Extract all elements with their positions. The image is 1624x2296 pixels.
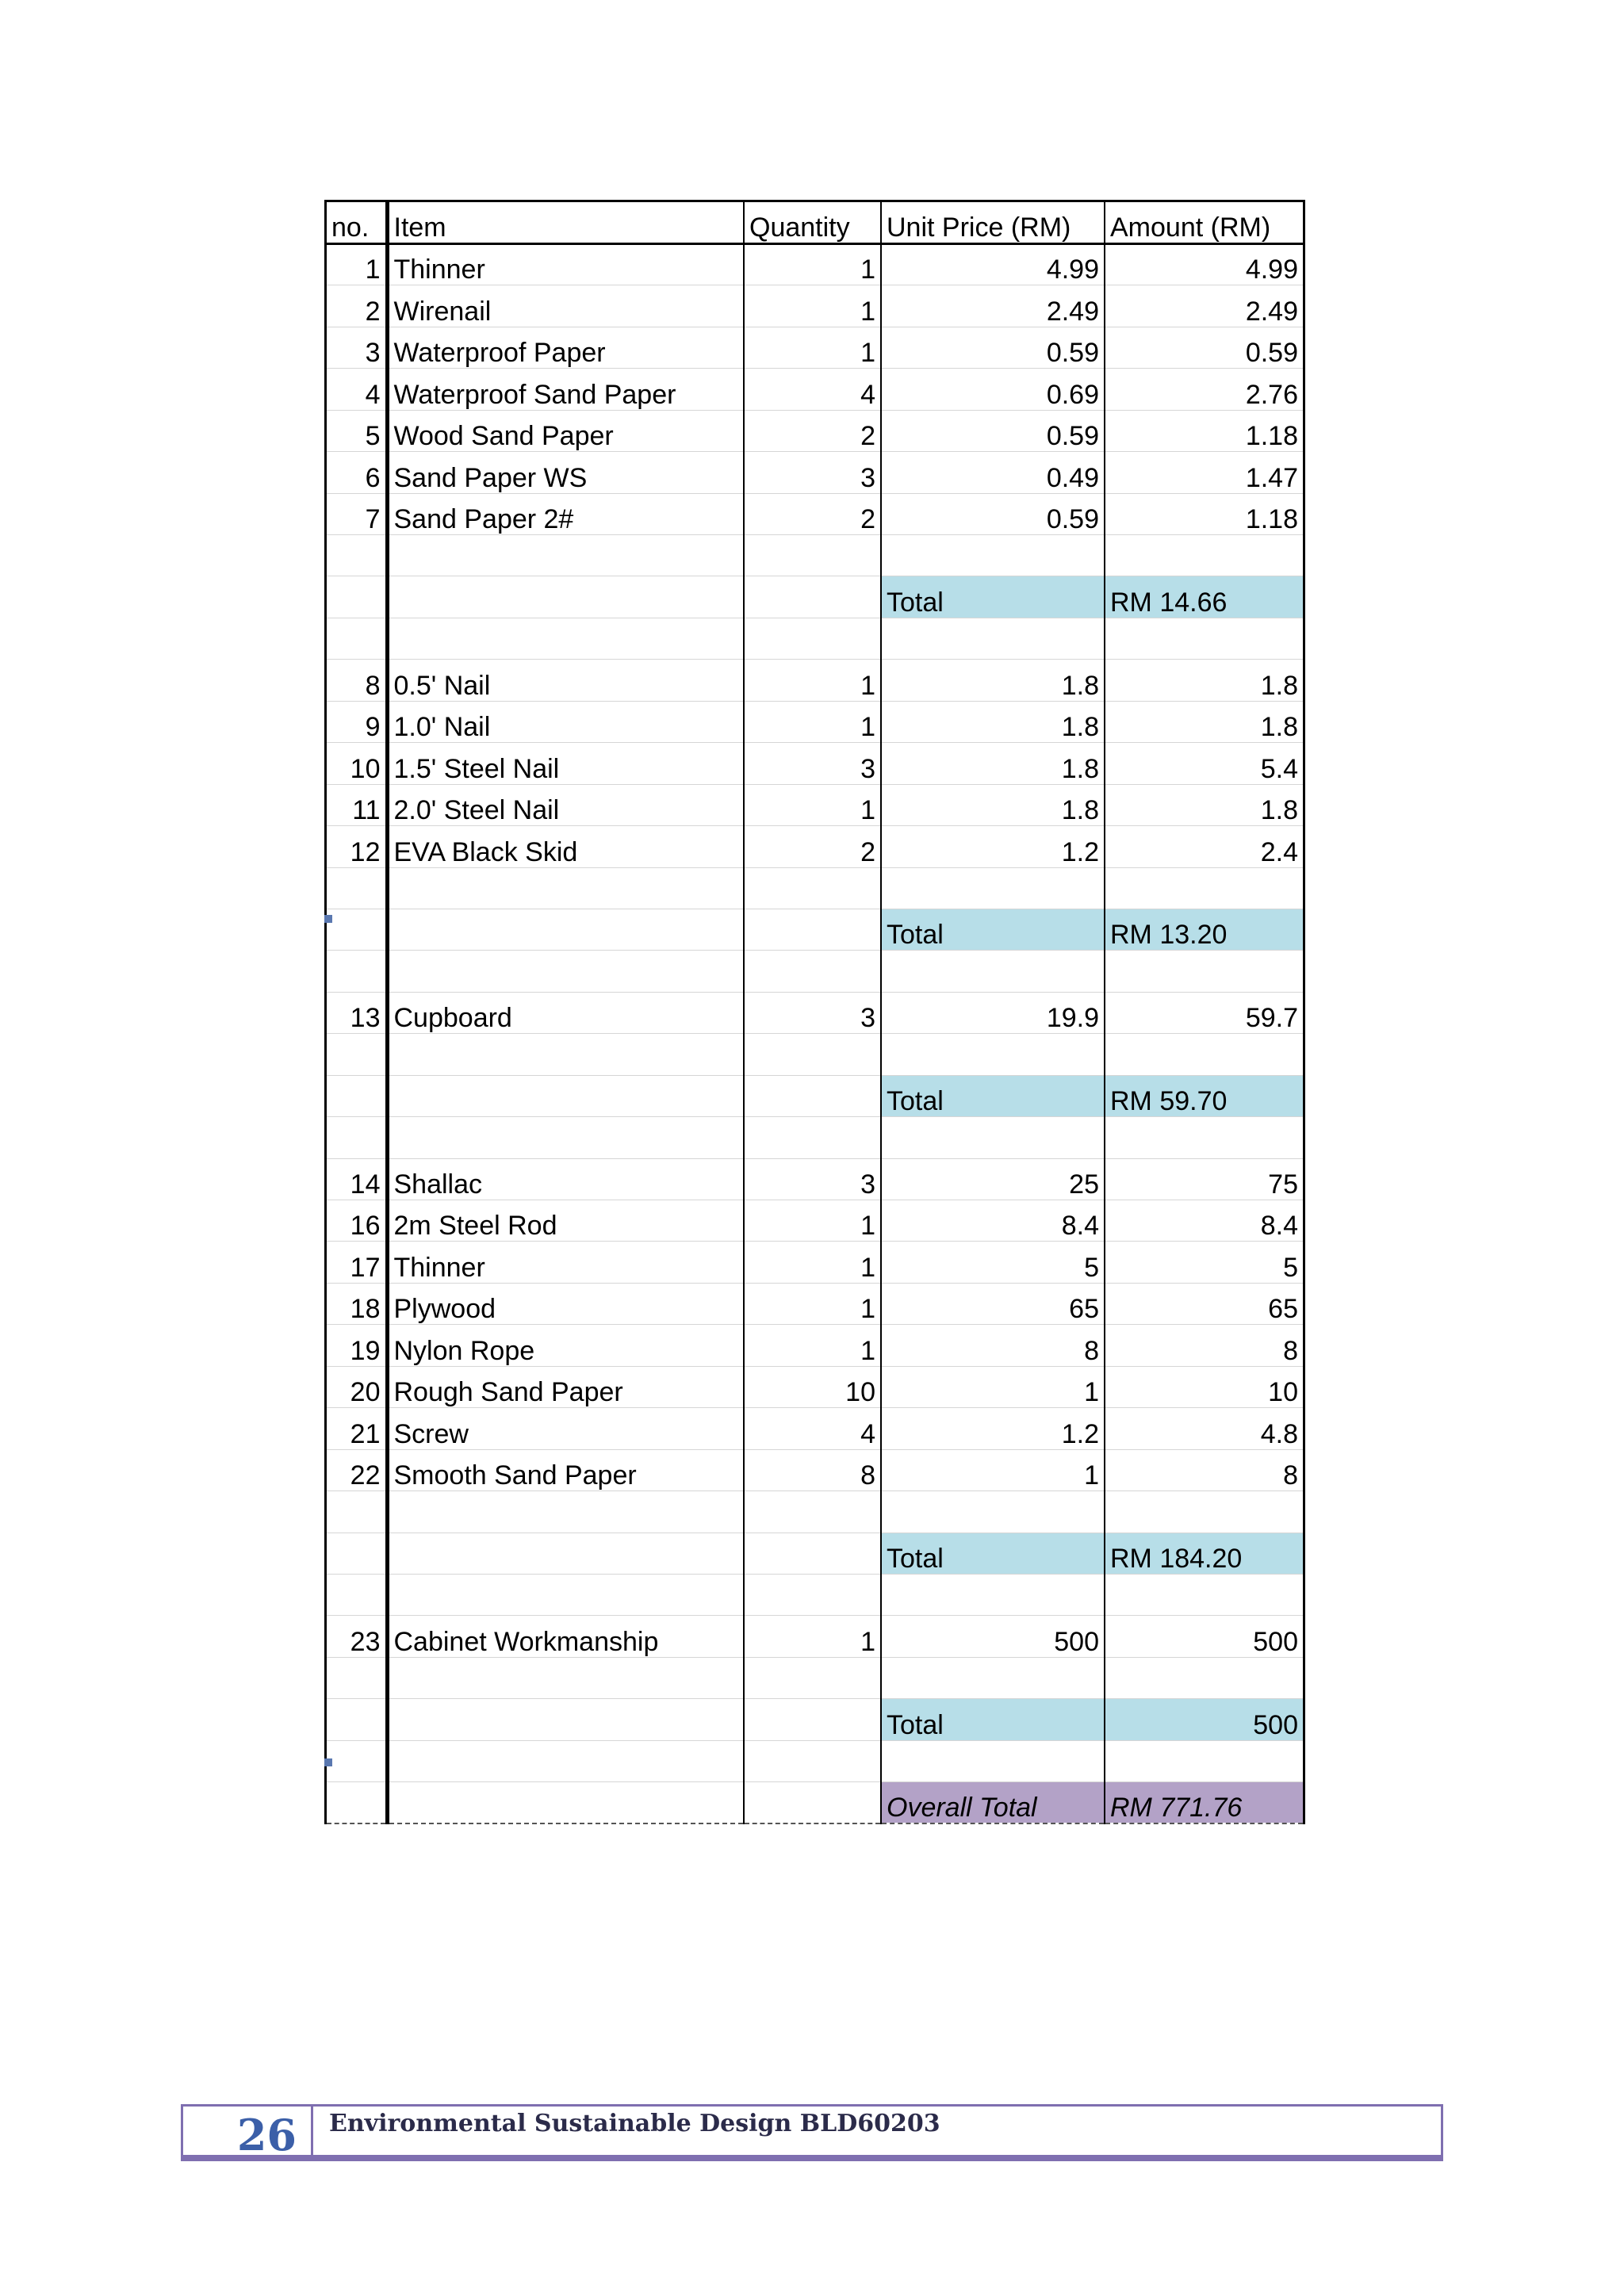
blank-cell [327, 576, 387, 618]
row-item: 2m Steel Rod [387, 1200, 744, 1242]
row-no: 11 [327, 784, 387, 825]
row-item: Waterproof Paper [387, 327, 744, 368]
blank-cell [327, 1574, 387, 1615]
row-quantity: 2 [744, 410, 881, 451]
blank-row [327, 867, 1303, 909]
blank-cell [327, 535, 387, 576]
row-quantity: 1 [744, 243, 881, 285]
blank-cell [387, 1574, 744, 1615]
row-item: Sand Paper WS [387, 452, 744, 493]
blank-cell [1105, 867, 1303, 909]
table-row [327, 1242, 1303, 1283]
overall-total-row [327, 1782, 1303, 1823]
subtotal-amount: RM 59.70 [1105, 1075, 1303, 1116]
blank-cell [881, 535, 1105, 576]
table-row [327, 1283, 1303, 1324]
row-amount: 59.7 [1105, 992, 1303, 1033]
blank-cell [881, 1117, 1105, 1158]
subtotal-label: Total [881, 576, 1105, 618]
row-item: EVA Black Skid [387, 826, 744, 867]
row-unit-price: 0.59 [881, 327, 1105, 368]
row-unit-price: 4.99 [881, 243, 1105, 285]
row-quantity: 8 [744, 1449, 881, 1490]
row-amount: 500 [1105, 1616, 1303, 1657]
table-row [327, 1325, 1303, 1366]
blank-cell [387, 618, 744, 659]
blank-cell [327, 1657, 387, 1698]
blank-cell [881, 1574, 1105, 1615]
row-amount: 5.4 [1105, 743, 1303, 784]
row-item: Thinner [387, 243, 744, 285]
subtotal-label: Total [881, 909, 1105, 950]
blank-cell [387, 1075, 744, 1116]
row-quantity: 4 [744, 1408, 881, 1449]
row-amount: 4.99 [1105, 243, 1303, 285]
blank-cell [327, 909, 387, 950]
row-quantity: 1 [744, 1616, 881, 1657]
blank-cell [387, 1491, 744, 1533]
row-no: 20 [327, 1366, 387, 1407]
subtotal-row [327, 909, 1303, 950]
page-number: 26 [183, 2107, 313, 2155]
blank-cell [744, 951, 881, 992]
blank-cell [744, 1657, 881, 1698]
row-no: 18 [327, 1283, 387, 1324]
row-item: Wirenail [387, 285, 744, 327]
row-no: 21 [327, 1408, 387, 1449]
header-amount: Amount (RM) [1105, 202, 1303, 243]
blank-cell [1105, 1034, 1303, 1075]
row-no: 8 [327, 660, 387, 701]
row-item: Rough Sand Paper [387, 1366, 744, 1407]
row-no: 5 [327, 410, 387, 451]
row-item: Smooth Sand Paper [387, 1449, 744, 1490]
cost-table [324, 200, 1305, 1824]
subtotal-row [327, 1699, 1303, 1740]
table-row [327, 452, 1303, 493]
row-unit-price: 1 [881, 1366, 1105, 1407]
blank-cell [387, 1117, 744, 1158]
table-row [327, 743, 1303, 784]
row-no: 17 [327, 1242, 387, 1283]
row-item: Nylon Rope [387, 1325, 744, 1366]
blank-cell [387, 1740, 744, 1781]
row-amount: 8 [1105, 1325, 1303, 1366]
row-amount: 1.18 [1105, 493, 1303, 534]
blank-cell [327, 1740, 387, 1781]
row-item: 1.0' Nail [387, 701, 744, 742]
subtotal-row [327, 1533, 1303, 1574]
subtotal-row [327, 576, 1303, 618]
row-amount: 8.4 [1105, 1200, 1303, 1242]
table-row [327, 1200, 1303, 1242]
row-no: 3 [327, 327, 387, 368]
table-row [327, 1449, 1303, 1490]
row-amount: 2.76 [1105, 369, 1303, 410]
blank-row [327, 1034, 1303, 1075]
table-row [327, 1158, 1303, 1200]
blank-cell [744, 576, 881, 618]
row-amount: 5 [1105, 1242, 1303, 1283]
row-quantity: 1 [744, 1325, 881, 1366]
row-no: 19 [327, 1325, 387, 1366]
blank-cell [744, 618, 881, 659]
blank-cell [744, 1782, 881, 1823]
row-quantity: 1 [744, 285, 881, 327]
row-item: Sand Paper 2# [387, 493, 744, 534]
row-quantity: 3 [744, 743, 881, 784]
row-amount: 75 [1105, 1158, 1303, 1200]
row-unit-price: 0.49 [881, 452, 1105, 493]
blank-cell [327, 1075, 387, 1116]
row-item: Screw [387, 1408, 744, 1449]
row-amount: 8 [1105, 1449, 1303, 1490]
row-no: 7 [327, 493, 387, 534]
header-unit-price: Unit Price (RM) [881, 202, 1105, 243]
blank-row [327, 1740, 1303, 1781]
row-amount: 1.18 [1105, 410, 1303, 451]
row-no: 14 [327, 1158, 387, 1200]
row-no: 10 [327, 743, 387, 784]
row-unit-price: 1.8 [881, 743, 1105, 784]
blank-cell [881, 951, 1105, 992]
row-item: 2.0' Steel Nail [387, 784, 744, 825]
blank-cell [744, 1075, 881, 1116]
row-unit-price: 8.4 [881, 1200, 1105, 1242]
subtotal-amount: 500 [1105, 1699, 1303, 1740]
row-no: 16 [327, 1200, 387, 1242]
table-row [327, 784, 1303, 825]
blank-cell [744, 867, 881, 909]
blank-cell [327, 867, 387, 909]
row-unit-price: 500 [881, 1616, 1105, 1657]
subtotal-label: Total [881, 1699, 1105, 1740]
blank-cell [327, 618, 387, 659]
row-no: 1 [327, 243, 387, 285]
row-item: Thinner [387, 1242, 744, 1283]
row-amount: 4.8 [1105, 1408, 1303, 1449]
blank-cell [327, 1491, 387, 1533]
blank-row [327, 1117, 1303, 1158]
subtotal-label: Total [881, 1533, 1105, 1574]
row-unit-price: 1.8 [881, 701, 1105, 742]
blank-cell [744, 1740, 881, 1781]
table-row [327, 1408, 1303, 1449]
row-quantity: 3 [744, 1158, 881, 1200]
blank-cell [1105, 1740, 1303, 1781]
table-row [327, 660, 1303, 701]
blank-cell [1105, 1117, 1303, 1158]
row-no: 4 [327, 369, 387, 410]
blank-cell [744, 1699, 881, 1740]
row-quantity: 1 [744, 327, 881, 368]
row-amount: 1.8 [1105, 701, 1303, 742]
row-unit-price: 0.69 [881, 369, 1105, 410]
blank-cell [327, 1533, 387, 1574]
overall-total-label: Overall Total [881, 1782, 1105, 1823]
blank-cell [387, 1657, 744, 1698]
table-row [327, 285, 1303, 327]
table-row [327, 410, 1303, 451]
header-item: Item [387, 202, 744, 243]
blank-cell [881, 1491, 1105, 1533]
table-row [327, 826, 1303, 867]
row-amount: 0.59 [1105, 327, 1303, 368]
row-amount: 2.4 [1105, 826, 1303, 867]
row-item: 0.5' Nail [387, 660, 744, 701]
blank-cell [881, 1034, 1105, 1075]
blank-cell [327, 1699, 387, 1740]
row-quantity: 1 [744, 1200, 881, 1242]
row-quantity: 1 [744, 660, 881, 701]
row-amount: 1.8 [1105, 660, 1303, 701]
row-item: Cabinet Workmanship [387, 1616, 744, 1657]
blank-cell [387, 909, 744, 950]
blank-row [327, 1491, 1303, 1533]
row-quantity: 1 [744, 784, 881, 825]
row-quantity: 1 [744, 1283, 881, 1324]
blank-cell [327, 1117, 387, 1158]
blank-row [327, 1574, 1303, 1615]
row-no: 6 [327, 452, 387, 493]
row-no: 23 [327, 1616, 387, 1657]
blank-cell [387, 1533, 744, 1574]
row-unit-price: 1.8 [881, 784, 1105, 825]
subtotal-amount: RM 184.20 [1105, 1533, 1303, 1574]
table-row [327, 1616, 1303, 1657]
row-no: 13 [327, 992, 387, 1033]
blank-cell [881, 867, 1105, 909]
row-item: 1.5' Steel Nail [387, 743, 744, 784]
row-unit-price: 25 [881, 1158, 1105, 1200]
row-unit-price: 65 [881, 1283, 1105, 1324]
blank-cell [1105, 1574, 1303, 1615]
row-item: Plywood [387, 1283, 744, 1324]
table-header-row [327, 202, 1303, 243]
blank-row [327, 618, 1303, 659]
table-row [327, 1366, 1303, 1407]
row-unit-price: 19.9 [881, 992, 1105, 1033]
blank-cell [881, 1740, 1105, 1781]
row-no: 9 [327, 701, 387, 742]
row-item: Shallac [387, 1158, 744, 1200]
row-quantity: 1 [744, 701, 881, 742]
blank-cell [744, 1491, 881, 1533]
table-row [327, 701, 1303, 742]
row-item: Wood Sand Paper [387, 410, 744, 451]
overall-total-amount: RM 771.76 [1105, 1782, 1303, 1823]
blank-cell [1105, 1657, 1303, 1698]
row-quantity: 2 [744, 826, 881, 867]
blank-cell [744, 1574, 881, 1615]
row-amount: 1.47 [1105, 452, 1303, 493]
blank-cell [744, 909, 881, 950]
blank-row [327, 1657, 1303, 1698]
row-item: Waterproof Sand Paper [387, 369, 744, 410]
row-unit-price: 1.8 [881, 660, 1105, 701]
blank-cell [1105, 618, 1303, 659]
blank-row [327, 951, 1303, 992]
blank-cell [387, 951, 744, 992]
blank-cell [881, 618, 1105, 659]
header-no: no. [327, 202, 387, 243]
blank-cell [1105, 535, 1303, 576]
blank-cell [387, 576, 744, 618]
subtotal-amount: RM 14.66 [1105, 576, 1303, 618]
blank-cell [387, 1699, 744, 1740]
table-row [327, 992, 1303, 1033]
blank-cell [744, 1034, 881, 1075]
row-amount: 10 [1105, 1366, 1303, 1407]
row-unit-price: 0.59 [881, 493, 1105, 534]
selection-marker [324, 915, 332, 923]
row-unit-price: 5 [881, 1242, 1105, 1283]
selection-marker [324, 1758, 332, 1766]
blank-cell [387, 1782, 744, 1823]
subtotal-label: Total [881, 1075, 1105, 1116]
row-amount: 2.49 [1105, 285, 1303, 327]
table-row [327, 493, 1303, 534]
blank-cell [327, 951, 387, 992]
table-row [327, 369, 1303, 410]
blank-row [327, 535, 1303, 576]
blank-cell [744, 535, 881, 576]
row-unit-price: 1.2 [881, 1408, 1105, 1449]
subtotal-row [327, 1075, 1303, 1116]
row-unit-price: 1.2 [881, 826, 1105, 867]
page-footer [181, 2104, 1443, 2161]
row-quantity: 3 [744, 992, 881, 1033]
subtotal-amount: RM 13.20 [1105, 909, 1303, 950]
footer-title: Environmental Sustainable Design BLD60203 [329, 2110, 940, 2137]
blank-cell [387, 535, 744, 576]
row-no: 12 [327, 826, 387, 867]
row-quantity: 1 [744, 1242, 881, 1283]
blank-cell [327, 1034, 387, 1075]
blank-cell [744, 1117, 881, 1158]
header-quantity: Quantity [744, 202, 881, 243]
blank-cell [387, 867, 744, 909]
row-no: 2 [327, 285, 387, 327]
row-item: Cupboard [387, 992, 744, 1033]
row-unit-price: 1 [881, 1449, 1105, 1490]
blank-cell [327, 1782, 387, 1823]
row-unit-price: 8 [881, 1325, 1105, 1366]
row-quantity: 4 [744, 369, 881, 410]
row-unit-price: 2.49 [881, 285, 1105, 327]
row-quantity: 2 [744, 493, 881, 534]
table-row [327, 327, 1303, 368]
row-amount: 65 [1105, 1283, 1303, 1324]
row-quantity: 10 [744, 1366, 881, 1407]
blank-cell [1105, 951, 1303, 992]
table-row [327, 243, 1303, 285]
blank-cell [387, 1034, 744, 1075]
blank-cell [1105, 1491, 1303, 1533]
row-unit-price: 0.59 [881, 410, 1105, 451]
row-quantity: 3 [744, 452, 881, 493]
blank-cell [881, 1657, 1105, 1698]
row-amount: 1.8 [1105, 784, 1303, 825]
blank-cell [744, 1533, 881, 1574]
row-no: 22 [327, 1449, 387, 1490]
